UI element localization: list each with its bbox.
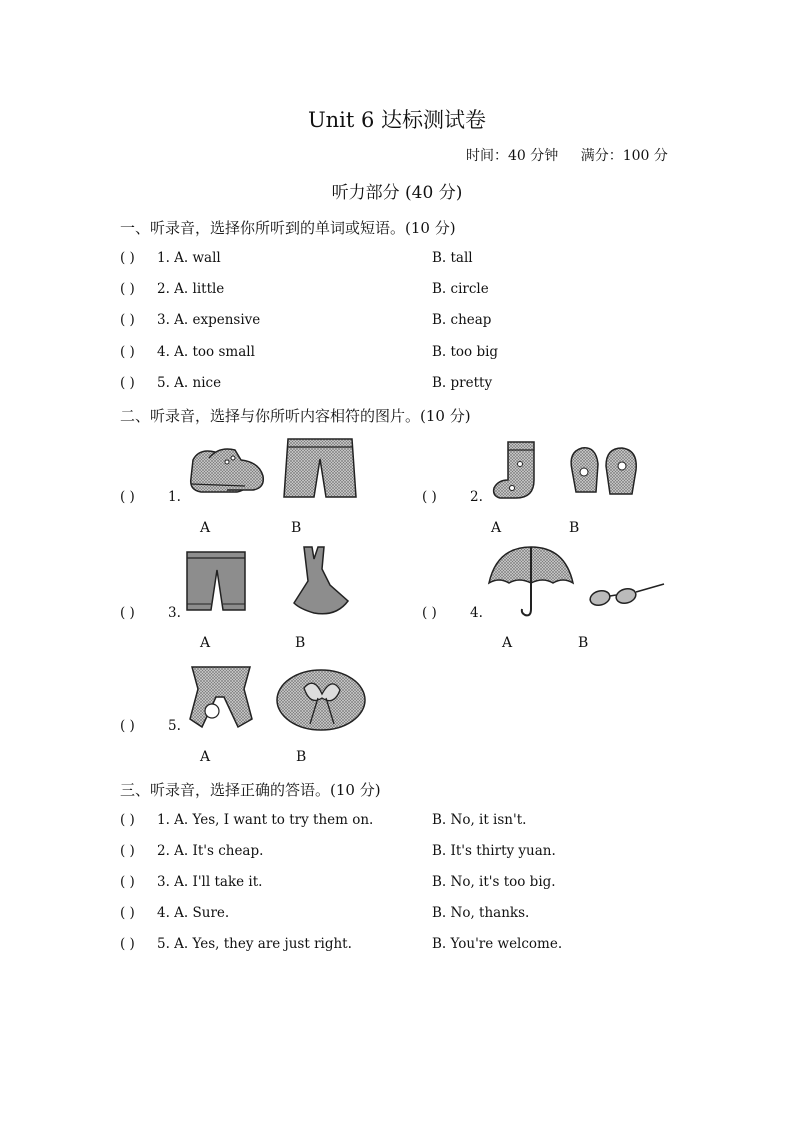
option-a: 1. A. Yes, I want to try them on. <box>157 812 374 828</box>
option-a: 5. A. Yes, they are just right. <box>157 936 352 952</box>
exam-meta <box>466 145 668 165</box>
page-title: Unit 6 达标测试卷 <box>307 108 487 132</box>
option-b: B. tall <box>432 250 473 266</box>
answer-blank[interactable]: ( ) <box>120 812 135 828</box>
time-limit: 时间：40 分钟 <box>466 148 559 164</box>
answer-blank[interactable]: ( ) <box>120 344 135 360</box>
shoes-icon <box>185 440 267 502</box>
answer-blank[interactable]: ( ) <box>120 905 135 921</box>
question-number: 5. <box>168 718 181 734</box>
question-number: 4. <box>470 605 483 621</box>
option-a: 5. A. nice <box>157 375 222 391</box>
option-b-label: B <box>578 635 589 651</box>
shorts-icon <box>282 437 358 501</box>
answer-blank[interactable]: ( ) <box>422 489 437 505</box>
option-a-label: A <box>502 635 513 651</box>
question-number: 3. <box>168 605 181 621</box>
option-a-label: A <box>491 520 502 536</box>
part3-heading: 三、听录音，选择正确的答语。(10 分) <box>120 781 381 799</box>
sock-icon <box>490 440 548 502</box>
option-b-label: B <box>569 520 580 536</box>
full-score: 满分：100 分 <box>580 148 668 164</box>
answer-blank[interactable]: ( ) <box>120 843 135 859</box>
option-a: 4. A. Sure. <box>157 905 230 921</box>
pants-icon <box>183 550 249 616</box>
sunglasses-icon <box>586 580 666 614</box>
answer-blank[interactable]: ( ) <box>120 489 135 505</box>
dress-icon <box>280 545 350 619</box>
option-b: B. circle <box>432 281 489 297</box>
option-b: B. No, it isn't. <box>432 812 527 828</box>
option-a: 4. A. too small <box>157 344 255 360</box>
option-b: B. cheap <box>432 312 492 328</box>
answer-blank[interactable]: ( ) <box>120 936 135 952</box>
option-a: 2. A. little <box>157 281 225 297</box>
option-b-label: B <box>296 749 307 765</box>
scarf-icon <box>186 663 256 731</box>
answer-blank[interactable]: ( ) <box>120 250 135 266</box>
option-a-label: A <box>200 749 211 765</box>
answer-blank[interactable]: ( ) <box>120 312 135 328</box>
option-b: B. No, thanks. <box>432 905 530 921</box>
hat-icon <box>274 666 368 732</box>
answer-blank[interactable]: ( ) <box>120 281 135 297</box>
option-a: 3. A. expensive <box>157 312 261 328</box>
option-b: B. too big <box>432 344 499 360</box>
option-a: 1. A. wall <box>157 250 221 266</box>
option-b: B. You're welcome. <box>432 936 563 952</box>
mittens-icon <box>566 440 642 504</box>
option-b-label: B <box>295 635 306 651</box>
question-number: 2. <box>470 489 483 505</box>
option-b: B. No, it's too big. <box>432 874 556 890</box>
part1-heading: 一、听录音，选择你所听到的单词或短语。(10 分) <box>120 219 456 237</box>
option-b: B. pretty <box>432 375 493 391</box>
umbrella-icon <box>487 545 575 619</box>
listening-section-title: 听力部分 (40 分) <box>331 183 463 203</box>
option-a: 2. A. It's cheap. <box>157 843 264 859</box>
answer-blank[interactable]: ( ) <box>120 605 135 621</box>
part2-heading: 二、听录音，选择与你所听内容相符的图片。(10 分) <box>120 407 471 425</box>
option-a-label: A <box>200 635 211 651</box>
answer-blank[interactable]: ( ) <box>120 375 135 391</box>
answer-blank[interactable]: ( ) <box>120 874 135 890</box>
option-b: B. It's thirty yuan. <box>432 843 556 859</box>
option-a-label: A <box>200 520 211 536</box>
answer-blank[interactable]: ( ) <box>422 605 437 621</box>
option-a: 3. A. I'll take it. <box>157 874 263 890</box>
answer-blank[interactable]: ( ) <box>120 718 135 734</box>
question-number: 1. <box>168 489 181 505</box>
option-b-label: B <box>291 520 302 536</box>
